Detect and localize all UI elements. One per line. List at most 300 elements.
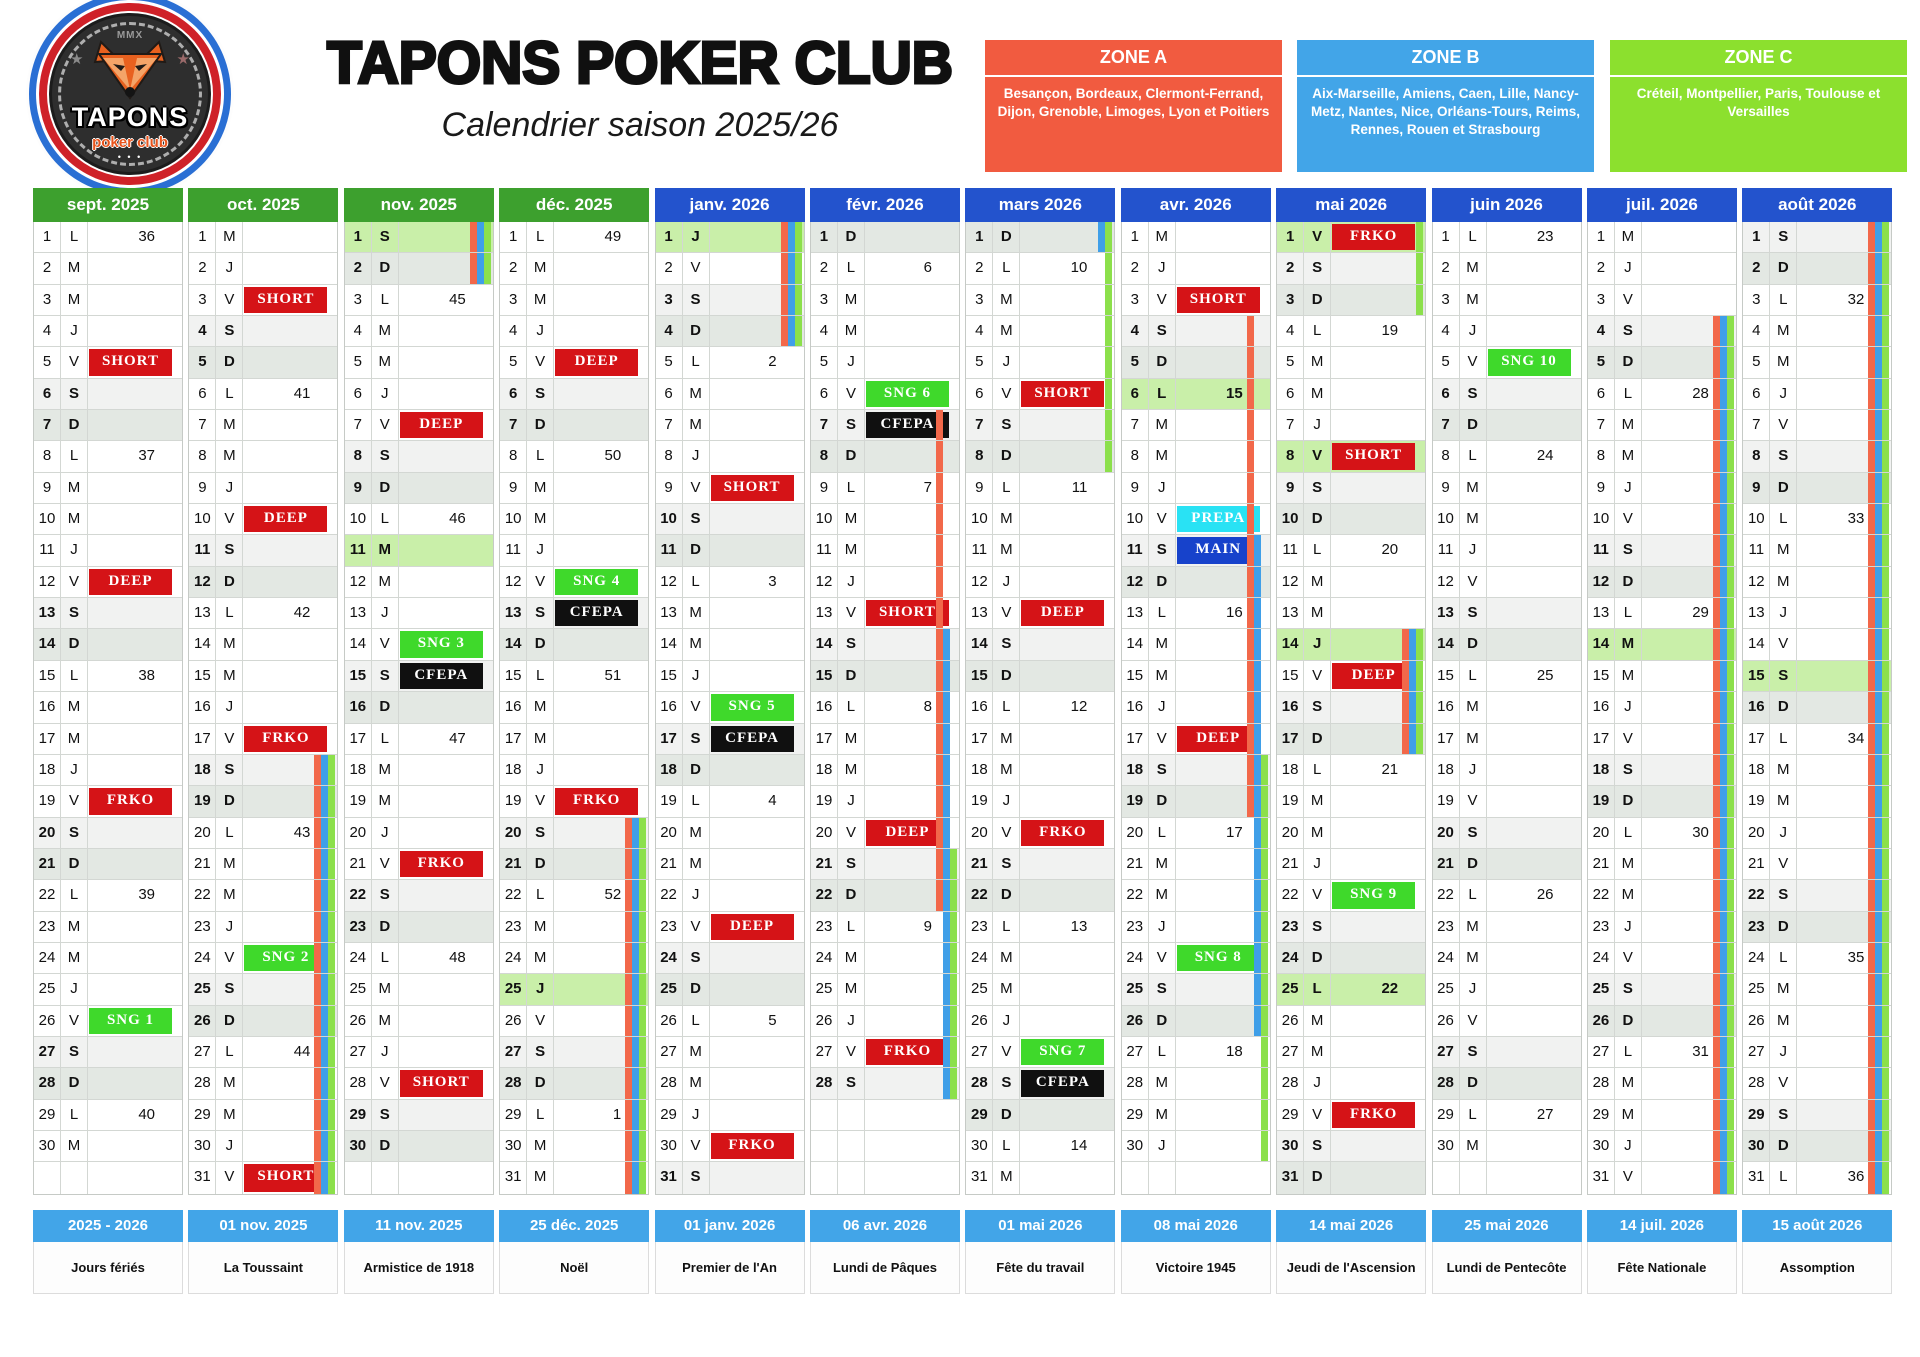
day-number-cell: 8 (811, 441, 838, 471)
day-letter-cell: S (527, 818, 554, 848)
zone-a-school-holiday-stripe (1713, 567, 1720, 597)
day-row (811, 253, 959, 284)
day-content-cell (554, 629, 648, 659)
day-content-cell (1797, 755, 1891, 785)
day-content-cell (710, 410, 804, 440)
day-row (34, 535, 182, 566)
day-row (1433, 692, 1581, 723)
day-row (189, 535, 337, 566)
day-number-cell: 1 (811, 222, 838, 252)
day-row (500, 629, 648, 660)
public-holiday-box (1742, 1210, 1892, 1294)
zone-b-school-holiday-stripe (321, 1100, 328, 1130)
day-content-cell (1331, 316, 1425, 346)
day-letter-cell: D (683, 316, 710, 346)
day-number-cell: 16 (500, 692, 527, 722)
day-row (345, 943, 493, 974)
month-header: janv. 2026 (655, 188, 805, 222)
day-content-cell (1487, 1131, 1581, 1161)
day-number-cell: 3 (189, 285, 216, 315)
day-row (500, 410, 648, 441)
public-holiday-name: La Toussaint (188, 1242, 338, 1294)
logo-club-type: poker club (92, 134, 168, 151)
zone-b-school-holiday-stripe (788, 253, 795, 283)
day-letter-cell: L (1460, 441, 1487, 471)
week-number: 1 (612, 1105, 622, 1123)
public-holiday-date: 15 août 2026 (1742, 1210, 1892, 1242)
zone-a-school-holiday-stripe (1402, 661, 1409, 691)
day-number-cell: 13 (1433, 598, 1460, 628)
day-row (345, 1100, 493, 1131)
day-letter-cell: V (1304, 1100, 1331, 1130)
day-letter-cell: M (1770, 316, 1797, 346)
zone-c-school-holiday-stripe (950, 1006, 957, 1036)
zone-c-school-holiday-stripe (1727, 535, 1734, 565)
day-number-cell: 21 (966, 849, 993, 879)
day-number-cell: 27 (966, 1037, 993, 1067)
day-content-cell (554, 504, 648, 534)
zone-b-school-holiday-stripe (1720, 1100, 1727, 1130)
zone-b-school-holiday-stripe (1720, 598, 1727, 628)
day-content-cell (1797, 598, 1891, 628)
day-row (811, 441, 959, 472)
day-row (1743, 347, 1891, 378)
day-content-cell (88, 912, 182, 942)
day-letter-cell: J (61, 974, 88, 1004)
day-row (1588, 1131, 1736, 1162)
day-row (34, 786, 182, 817)
day-row (34, 692, 182, 723)
day-letter-cell: L (993, 912, 1020, 942)
day-number-cell: 3 (656, 285, 683, 315)
zone-a-school-holiday-stripe (1713, 1006, 1720, 1036)
day-letter-cell: J (1460, 974, 1487, 1004)
day-number-cell: 11 (966, 535, 993, 565)
zone-a-school-holiday-stripe (1868, 598, 1875, 628)
day-letter-cell: M (1770, 755, 1797, 785)
day-row (966, 410, 1114, 441)
day-content-cell (865, 849, 959, 879)
day-number-cell: 7 (1277, 410, 1304, 440)
zone-a-school-holiday-stripe (1713, 661, 1720, 691)
day-content-cell (1642, 1131, 1736, 1161)
public-holiday-date: 01 mai 2026 (965, 1210, 1115, 1242)
zone-c-school-holiday-stripe (328, 755, 335, 785)
day-content-cell (1020, 1068, 1114, 1098)
day-letter-cell: D (1149, 567, 1176, 597)
day-letter-cell: S (1770, 661, 1797, 691)
day-letter-cell: M (216, 880, 243, 910)
day-number-cell: 27 (189, 1037, 216, 1067)
day-content-cell (1487, 629, 1581, 659)
day-content-cell (710, 880, 804, 910)
day-letter-cell: M (216, 441, 243, 471)
public-holiday-box (188, 1210, 338, 1294)
day-number-cell: 11 (345, 535, 372, 565)
event-badge: SHORT (89, 349, 172, 375)
day-number-cell: 19 (1433, 786, 1460, 816)
day-row (345, 598, 493, 629)
day-number-cell: 10 (811, 504, 838, 534)
day-content-cell (1797, 1037, 1891, 1067)
week-number: 45 (449, 290, 466, 308)
day-letter-cell: J (838, 567, 865, 597)
day-content-cell (554, 1068, 648, 1098)
zone-b-school-holiday-stripe (1875, 692, 1882, 722)
day-content-cell (1176, 1068, 1270, 1098)
day-number-cell: 12 (1122, 567, 1149, 597)
day-number-cell: 13 (811, 598, 838, 628)
day-letter-cell: S (527, 598, 554, 628)
day-letter-cell: J (372, 379, 399, 409)
day-number-cell: 1 (1122, 222, 1149, 252)
zone-a-school-holiday-stripe (1713, 347, 1720, 377)
day-number-cell: 14 (345, 629, 372, 659)
day-letter-cell: J (838, 1006, 865, 1036)
zone-a-school-holiday-stripe (625, 849, 632, 879)
day-row (966, 943, 1114, 974)
day-number-cell: 21 (1433, 849, 1460, 879)
day-letter-cell: D (1149, 786, 1176, 816)
day-row (500, 222, 648, 253)
day-row (189, 849, 337, 880)
day-content-cell (1797, 974, 1891, 1004)
zone-c-school-holiday-stripe (1261, 1006, 1268, 1036)
day-row (1122, 692, 1270, 723)
zone-b-school-holiday-stripe (1409, 724, 1416, 754)
zone-c-school-holiday-stripe (1105, 379, 1112, 409)
zone-c-school-holiday-stripe (1882, 1006, 1889, 1036)
day-number-cell: 31 (1277, 1162, 1304, 1193)
day-letter-cell: D (372, 253, 399, 283)
zone-b-school-holiday-stripe (1720, 473, 1727, 503)
day-row (656, 661, 804, 692)
event-badge: DEEP (555, 349, 638, 375)
day-row (1277, 755, 1425, 786)
zone-a-school-holiday-stripe (1713, 410, 1720, 440)
day-number-cell: 18 (811, 755, 838, 785)
day-content-cell (865, 1068, 959, 1098)
day-letter-cell: M (683, 1037, 710, 1067)
day-letter-cell: J (1304, 1068, 1331, 1098)
day-content-cell (1642, 285, 1736, 315)
day-content-cell (710, 1006, 804, 1036)
day-content-cell (1176, 285, 1270, 315)
zone-c-school-holiday-stripe (1882, 1037, 1889, 1067)
zone-c-school-holiday-stripe (1882, 818, 1889, 848)
day-number-cell: 13 (1588, 598, 1615, 628)
day-letter-cell: D (1460, 629, 1487, 659)
day-letter-cell: M (1460, 473, 1487, 503)
zone-c-school-holiday-stripe (1882, 912, 1889, 942)
day-letter-cell: J (1615, 253, 1642, 283)
day-number-cell: 30 (189, 1131, 216, 1161)
zone-c-school-holiday-stripe (1882, 567, 1889, 597)
day-content-cell (554, 316, 648, 346)
day-letter-cell: V (838, 818, 865, 848)
day-number-cell: 8 (34, 441, 61, 471)
day-number-cell: 27 (656, 1037, 683, 1067)
zone-b-school-holiday-stripe (321, 786, 328, 816)
zone-b-school-holiday-stripe (1254, 692, 1261, 722)
day-letter-cell: V (1460, 1006, 1487, 1036)
day-content-cell (1331, 786, 1425, 816)
day-row (1588, 912, 1736, 943)
day-number-cell: 12 (34, 567, 61, 597)
day-letter-cell: S (1770, 441, 1797, 471)
day-content-cell (243, 441, 337, 471)
day-content-cell (1642, 535, 1736, 565)
day-row (811, 849, 959, 880)
day-content-cell (1176, 692, 1270, 722)
zone-b-school-holiday-stripe (632, 974, 639, 1004)
zone-c-school-holiday-stripe (1882, 316, 1889, 346)
day-row (811, 912, 959, 943)
zone-b-school-holiday-stripe (632, 1131, 639, 1161)
zone-c-school-holiday-stripe (328, 943, 335, 973)
day-content-cell (1020, 943, 1114, 973)
day-content-cell (1331, 755, 1425, 785)
day-number-cell: 26 (811, 1006, 838, 1036)
zone-c-school-holiday-stripe (1261, 755, 1268, 785)
day-letter-cell: V (527, 347, 554, 377)
day-row (656, 849, 804, 880)
day-row (656, 504, 804, 535)
day-number-cell: 20 (500, 818, 527, 848)
day-letter-cell: M (372, 535, 399, 565)
day-letter-cell: M (838, 755, 865, 785)
day-content-cell (243, 880, 337, 910)
day-number-cell: 13 (1122, 598, 1149, 628)
day-number-cell: 22 (189, 880, 216, 910)
day-letter-cell: D (1304, 1162, 1331, 1193)
day-letter-cell: J (993, 347, 1020, 377)
zone-c-school-holiday-stripe (1882, 473, 1889, 503)
day-content-cell (1642, 943, 1736, 973)
day-number-cell: 14 (500, 629, 527, 659)
day-number-cell: 14 (1277, 629, 1304, 659)
zone-a-school-holiday-stripe (1713, 786, 1720, 816)
day-letter-cell: D (993, 222, 1020, 252)
zone-a-school-holiday-stripe (1713, 1100, 1720, 1130)
zone-b-school-holiday-stripe (1720, 692, 1727, 722)
day-row (189, 755, 337, 786)
day-letter-cell: V (1770, 629, 1797, 659)
day-letter-cell: L (1149, 598, 1176, 628)
day-row (966, 504, 1114, 535)
zone-c-school-holiday-stripe (1727, 786, 1734, 816)
zone-b-school-holiday-stripe (1409, 629, 1416, 659)
day-letter-cell: M (1770, 347, 1797, 377)
day-letter-cell: D (1460, 849, 1487, 879)
event-badge: DEEP (711, 914, 794, 940)
day-letter-cell: D (838, 441, 865, 471)
day-letter-cell: S (216, 974, 243, 1004)
day-letter-cell: L (1304, 316, 1331, 346)
day-number-cell: 5 (1277, 347, 1304, 377)
day-row (966, 818, 1114, 849)
day-number-cell: 16 (1588, 692, 1615, 722)
zone-a-school-holiday-stripe (1868, 755, 1875, 785)
zone-b-school-holiday-stripe (943, 880, 950, 910)
zone-a-school-holiday-stripe (1713, 629, 1720, 659)
day-number-cell: 10 (34, 504, 61, 534)
day-letter-cell: J (838, 347, 865, 377)
zone-c-school-holiday-stripe (1727, 567, 1734, 597)
day-letter-cell: J (1770, 818, 1797, 848)
zone-b-school-holiday-stripe (1254, 629, 1261, 659)
day-row (966, 880, 1114, 911)
day-content-cell (865, 1006, 959, 1036)
day-row (656, 1100, 804, 1131)
event-badge: CFEPA (866, 412, 949, 438)
month-column (1742, 188, 1892, 1195)
day-content-cell (399, 316, 493, 346)
zone-c-school-holiday-stripe (1727, 1131, 1734, 1161)
day-letter-cell: L (61, 222, 88, 252)
day-row (1588, 253, 1736, 284)
day-letter-cell: L (838, 912, 865, 942)
zone-b-school-holiday-stripe (1875, 410, 1882, 440)
day-content-cell (1176, 724, 1270, 754)
day-row (345, 347, 493, 378)
zone-b-school-holiday-stripe (632, 943, 639, 973)
day-letter-cell: J (61, 755, 88, 785)
zone-b-school-holiday-stripe (1254, 755, 1261, 785)
day-letter-cell: M (1304, 786, 1331, 816)
day-number-cell: 1 (500, 222, 527, 252)
day-number-cell: 2 (1743, 253, 1770, 283)
day-number-cell: 5 (1433, 347, 1460, 377)
day-letter-cell: M (527, 943, 554, 973)
zone-a-school-holiday-stripe (1868, 379, 1875, 409)
zone-c-school-holiday-stripe (1727, 441, 1734, 471)
zone-c-school-holiday-stripe (328, 880, 335, 910)
day-number-cell: 25 (1277, 974, 1304, 1004)
day-number-cell: 9 (345, 473, 372, 503)
day-content-cell (243, 786, 337, 816)
day-number-cell: 5 (189, 347, 216, 377)
day-number-cell: 17 (1122, 724, 1149, 754)
day-letter-cell: J (683, 661, 710, 691)
day-letter-cell: L (1304, 535, 1331, 565)
day-number-cell: 28 (1743, 1068, 1770, 1098)
day-number-cell: 24 (1122, 943, 1149, 973)
empty-day-row (345, 1162, 493, 1193)
day-content-cell (554, 222, 648, 252)
day-row (1433, 1006, 1581, 1037)
week-number: 32 (1847, 290, 1865, 308)
day-letter-cell: M (993, 285, 1020, 315)
month-header: oct. 2025 (188, 188, 338, 222)
zone-a-school-holiday-stripe (314, 974, 321, 1004)
day-number-cell: 26 (1277, 1006, 1304, 1036)
day-number-cell: 10 (1122, 504, 1149, 534)
zone-a-school-holiday-stripe (1868, 943, 1875, 973)
day-row (656, 222, 804, 253)
day-number-cell: 27 (1743, 1037, 1770, 1067)
day-number-cell: 4 (1588, 316, 1615, 346)
zone-b-school-holiday-stripe (788, 316, 795, 346)
day-letter-cell: L (683, 567, 710, 597)
day-row (1433, 473, 1581, 504)
day-row (1588, 598, 1736, 629)
day-number-cell: 23 (189, 912, 216, 942)
day-row (966, 692, 1114, 723)
day-letter-cell: M (993, 724, 1020, 754)
day-row (1743, 912, 1891, 943)
day-number-cell: 13 (345, 598, 372, 628)
day-content-cell (1176, 849, 1270, 879)
day-number-cell: 17 (811, 724, 838, 754)
day-row (656, 692, 804, 723)
day-letter-cell: S (527, 1037, 554, 1067)
day-row (656, 912, 804, 943)
day-content-cell (88, 661, 182, 691)
event-badge: SNG 10 (1488, 349, 1571, 375)
day-content-cell (1331, 473, 1425, 503)
event-badge: SNG 2 (244, 945, 327, 971)
day-row (1277, 1037, 1425, 1068)
day-content-cell (1797, 1162, 1891, 1193)
day-number-cell: 29 (1433, 1100, 1460, 1130)
week-number: 11 (1071, 478, 1088, 496)
day-letter-cell: S (372, 222, 399, 252)
zone-a-school-holiday-stripe (936, 567, 943, 597)
day-letter-cell: L (993, 692, 1020, 722)
day-row (656, 567, 804, 598)
day-number-cell: 26 (656, 1006, 683, 1036)
day-row (1122, 410, 1270, 441)
zone-a-school-holiday-stripe (1247, 535, 1254, 565)
day-row (345, 473, 493, 504)
zone-a-school-holiday-stripe (314, 880, 321, 910)
day-content-cell (710, 316, 804, 346)
day-content-cell (399, 1100, 493, 1130)
day-number-cell: 13 (500, 598, 527, 628)
day-row (1588, 1068, 1736, 1099)
day-letter-cell: M (1149, 880, 1176, 910)
day-letter-cell: J (527, 755, 554, 785)
day-content-cell (243, 943, 337, 973)
day-content-cell (1797, 943, 1891, 973)
day-letter-cell: L (1615, 1037, 1642, 1067)
event-badge: FRKO (711, 1133, 794, 1159)
day-number-cell: 15 (656, 661, 683, 691)
day-number-cell: 22 (1277, 880, 1304, 910)
day-row (1433, 1037, 1581, 1068)
day-number-cell: 6 (1122, 379, 1149, 409)
day-number-cell: 15 (345, 661, 372, 691)
week-number: 28 (1692, 384, 1709, 402)
day-number-cell: 9 (1743, 473, 1770, 503)
day-letter-cell: M (1615, 1100, 1642, 1130)
zone-b-school-holiday-stripe (1720, 1006, 1727, 1036)
day-content-cell (88, 379, 182, 409)
logo-dots: • • • (117, 152, 143, 162)
day-letter-cell: M (993, 755, 1020, 785)
day-number-cell: 12 (1743, 567, 1770, 597)
day-content-cell (243, 1006, 337, 1036)
zone-b-school-holiday-stripe (1875, 755, 1882, 785)
day-row (1277, 316, 1425, 347)
public-holiday-name: Assomption (1742, 1242, 1892, 1294)
day-content-cell (1797, 912, 1891, 942)
day-number-cell: 2 (500, 253, 527, 283)
day-letter-cell: M (1304, 598, 1331, 628)
zone-b-school-holiday-stripe (632, 1162, 639, 1193)
day-number-cell: 8 (345, 441, 372, 471)
